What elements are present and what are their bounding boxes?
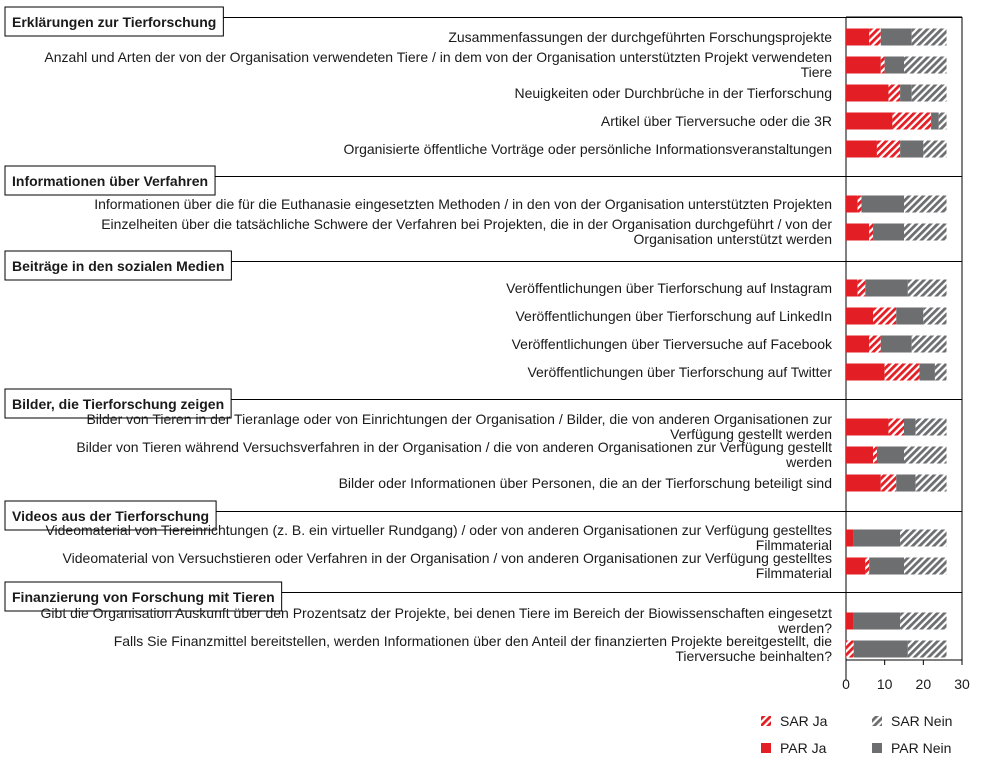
- row-label: Tiere: [800, 64, 832, 80]
- row-label: Videomaterial von Versuchstieren oder Verfahren in der Organisation / von anderen Organisationen zur Verfügung gestelltes: [62, 550, 832, 566]
- section-title: Informationen über Verfahren: [12, 173, 209, 189]
- bar-segment-sar-yes: [881, 57, 885, 74]
- bar-segment-par-yes: [846, 558, 865, 575]
- row-label: Bilder von Tieren in der Tieranlage oder von Einrichtungen der Organisation / Bilder, die von anderen Organisationen zur: [86, 411, 832, 427]
- legend-swatch-sar-yes: [761, 716, 771, 726]
- row-label: Filmmaterial: [755, 537, 832, 553]
- bar-segment-sar-no: [908, 641, 947, 658]
- bar-segment-par-yes: [846, 475, 881, 492]
- row-label: Informationen über die für die Euthanasie eingesetzten Methoden / in den von der Organisation unterstützten Projekten: [94, 196, 832, 212]
- bar-segment-par-yes: [846, 530, 854, 547]
- bar-segment-par-no: [854, 613, 900, 630]
- legend-label: SAR Nein: [891, 713, 953, 729]
- bar-segment-sar-yes: [858, 280, 866, 297]
- row-label: Artikel über Tierversuche oder die 3R: [600, 113, 832, 129]
- bar-segment-sar-yes: [869, 29, 881, 46]
- bar-segment-sar-no: [912, 29, 947, 46]
- bar-segment-sar-no: [908, 280, 947, 297]
- row-label: Anzahl und Arten der von der Organisation verwendeten Tiere / in dem von der Organisation unterstützten Projekt verwendeten: [44, 49, 832, 65]
- x-tick-label: 10: [876, 676, 893, 692]
- row-label: Gibt die Organisation Auskunft über den Prozentsatz der Projekte, bei denen Tiere im Bereich der Biowissenschaften eingesetzt: [40, 605, 832, 621]
- bar-segment-sar-no: [939, 113, 947, 130]
- bar-segment-par-yes: [846, 280, 858, 297]
- bar-segment-par-yes: [846, 364, 885, 381]
- row-label: Videomaterial von Tiereinrichtungen (z. B. ein virtueller Rundgang) / oder von anderen Organisationen zur Verfügung gestelltes: [45, 522, 832, 538]
- bar-segment-sar-yes: [858, 196, 862, 213]
- bar-segment-par-yes: [846, 419, 889, 436]
- bar-segment-sar-yes: [885, 364, 920, 381]
- bar-segment-sar-no: [904, 558, 947, 575]
- bar-segment-par-no: [896, 308, 923, 325]
- bar-segment-par-no: [885, 57, 904, 74]
- bar-segment-sar-no: [916, 419, 947, 436]
- bar-segment-sar-yes: [881, 475, 896, 492]
- bar-segment-sar-yes: [873, 447, 877, 464]
- row-label: werden: [786, 454, 832, 470]
- bar-segment-sar-no: [900, 530, 946, 547]
- bar-segment-par-yes: [846, 57, 881, 74]
- legend-swatch-par-yes: [761, 743, 771, 753]
- bar-segment-sar-no: [904, 224, 947, 241]
- bar-segment-par-no: [919, 364, 934, 381]
- row-label: Neuigkeiten oder Durchbrüche in der Tierforschung: [514, 85, 832, 101]
- bar-segment-par-yes: [846, 196, 858, 213]
- row-label: Zusammenfassungen der durchgeführten Forschungsprojekte: [448, 29, 832, 45]
- bar-segment-par-yes: [846, 224, 869, 241]
- x-tick-label: 20: [915, 676, 932, 692]
- row-label: Veröffentlichungen über Tierforschung auf LinkedIn: [515, 308, 832, 324]
- section-title: Bilder, die Tierforschung zeigen: [12, 396, 225, 412]
- legend-label: PAR Nein: [891, 740, 952, 756]
- row-label: Filmmaterial: [755, 565, 832, 581]
- bar-segment-par-yes: [846, 29, 869, 46]
- bar-segment-par-no: [873, 224, 904, 241]
- bar-segment-par-no: [854, 641, 908, 658]
- bar-segment-sar-yes: [877, 141, 900, 158]
- bar-segment-sar-no: [904, 447, 947, 464]
- row-label: Einzelheiten über die tatsächliche Schwere der Verfahren bei Projekten, die in der Organisation durchgeführt / von der: [101, 216, 832, 232]
- bar-segment-par-no: [881, 29, 912, 46]
- bar-segment-sar-yes: [865, 558, 869, 575]
- bar-segment-par-yes: [846, 447, 873, 464]
- bar-segment-par-no: [854, 530, 900, 547]
- bar-segment-sar-yes: [889, 419, 904, 436]
- bar-segment-sar-no: [935, 364, 947, 381]
- bar-segment-sar-yes: [869, 224, 873, 241]
- bar-segment-sar-no: [923, 141, 946, 158]
- bar-segment-sar-yes: [889, 85, 901, 102]
- bar-segment-par-no: [861, 196, 904, 213]
- bar-segment-par-no: [869, 558, 904, 575]
- row-label: Veröffentlichungen über Tierforschung auf Instagram: [506, 280, 832, 296]
- bar-segment-par-yes: [846, 308, 873, 325]
- bar-segment-par-no: [900, 141, 923, 158]
- bar-segment-sar-no: [923, 308, 946, 325]
- legend-swatch-par-no: [872, 743, 882, 753]
- bar-segment-par-yes: [846, 113, 892, 130]
- section-title: Erklärungen zur Tierforschung: [12, 14, 217, 30]
- bar-segment-par-no: [931, 113, 939, 130]
- section-title: Finanzierung von Forschung mit Tieren: [12, 589, 275, 605]
- bar-segment-par-no: [877, 447, 904, 464]
- row-label: Organisation unterstützt werden: [633, 231, 832, 247]
- bar-segment-sar-no: [916, 475, 947, 492]
- bar-segment-par-no: [900, 85, 912, 102]
- bar-segment-par-yes: [846, 85, 889, 102]
- row-label: Verfügung gestellt werden: [670, 426, 832, 442]
- bar-segment-sar-yes: [846, 641, 854, 658]
- legend-swatch-sar-no: [872, 716, 882, 726]
- bar-segment-par-no: [865, 280, 908, 297]
- bar-segment-par-no: [881, 336, 912, 353]
- bar-segment-sar-no: [900, 613, 946, 630]
- row-label: Organisierte öffentliche Vorträge oder persönliche Informationsveranstaltungen: [343, 141, 832, 157]
- row-label: werden?: [778, 620, 832, 636]
- row-label: Tierversuche beinhalten?: [675, 648, 832, 664]
- bar-segment-sar-no: [912, 85, 947, 102]
- row-label: Falls Sie Finanzmittel bereitstellen, werden Informationen über den Anteil der finanzierten Projekte bereitgestellt, die: [113, 633, 832, 649]
- x-tick-label: 0: [842, 676, 850, 692]
- bar-segment-sar-no: [904, 57, 947, 74]
- bar-segment-sar-yes: [869, 336, 881, 353]
- row-label: Veröffentlichungen über Tierversuche auf Facebook: [511, 336, 832, 352]
- bar-segment-par-yes: [846, 336, 869, 353]
- bar-segment-sar-no: [912, 336, 947, 353]
- bar-segment-par-yes: [846, 613, 854, 630]
- bar-segment-par-no: [896, 475, 915, 492]
- bar-segment-sar-no: [904, 196, 947, 213]
- bar-segment-sar-yes: [873, 308, 896, 325]
- bar-segment-par-no: [904, 419, 916, 436]
- section-title: Videos aus der Tierforschung: [12, 508, 210, 524]
- row-label: Bilder oder Informationen über Personen, die an der Tierforschung beteiligt sind: [338, 475, 832, 491]
- row-label: Bilder von Tieren während Versuchsverfahren in der Organisation / die von anderen Organisationen zur Verfügung gestellt: [76, 439, 832, 455]
- x-tick-label: 30: [954, 676, 970, 692]
- legend-label: SAR Ja: [780, 713, 828, 729]
- bar-segment-sar-yes: [892, 113, 931, 130]
- legend-label: PAR Ja: [780, 740, 827, 756]
- bar-segment-par-yes: [846, 141, 877, 158]
- section-title: Beiträge in den sozialen Medien: [12, 258, 225, 274]
- row-label: Veröffentlichungen über Tierforschung auf Twitter: [527, 364, 832, 380]
